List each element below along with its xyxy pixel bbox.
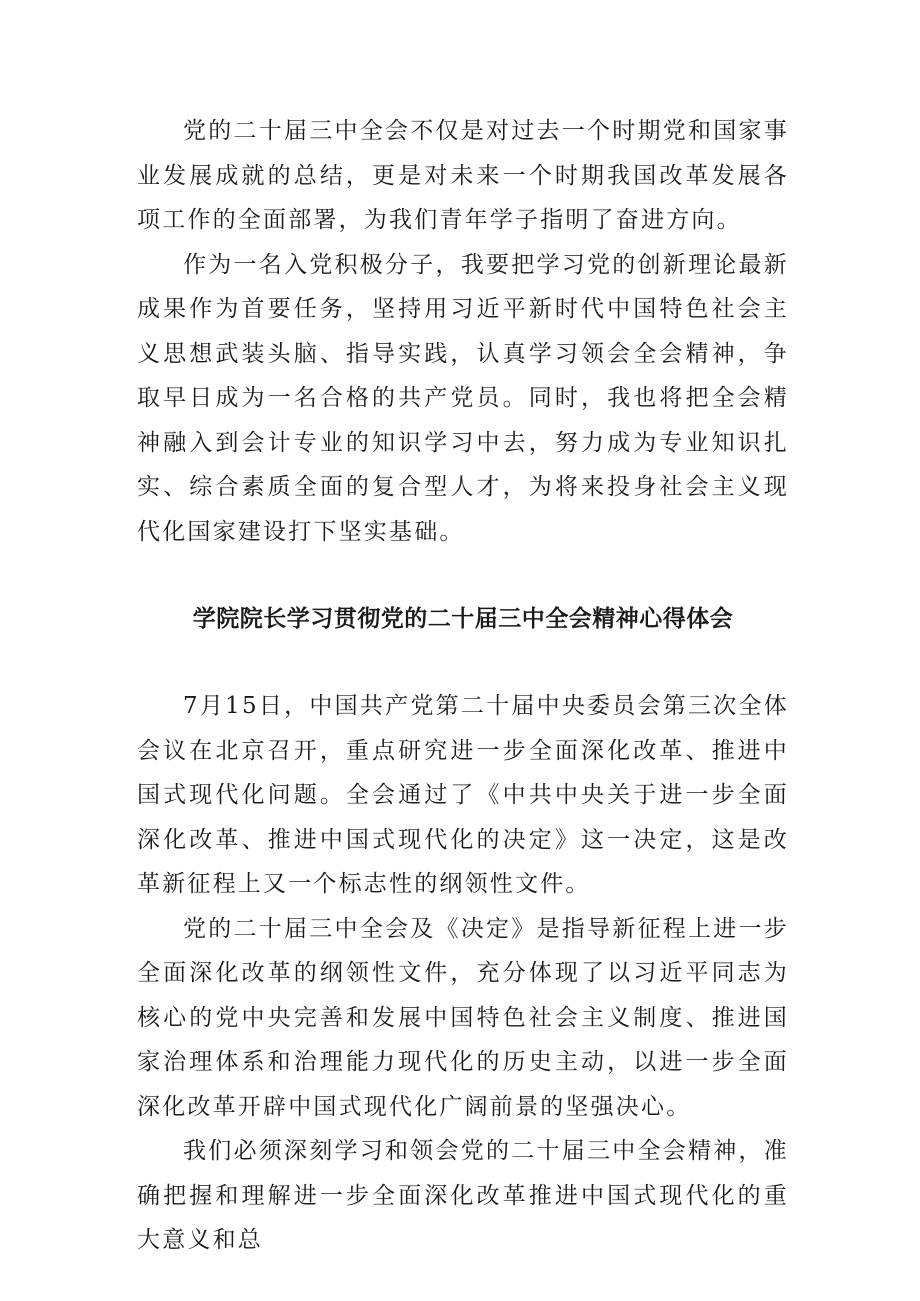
spacer [137,554,789,597]
paragraph-section2-2: 党的二十届三中全会及《决定》是指导新征程上进一步全面深化改革的纲领性文件，充分体现了以习近平同志为核心的党中央完善和发展中国特色社会主义制度、推进国家治理体系和治理能力现代化的历史主动，以进一步全面深化改革开辟中国式现代化广阔前景的坚强决心。 [137,915,789,1120]
spacer [137,641,789,684]
paragraph-part1-1: 党的二十届三中全会不仅是对过去一个时期党和国家事业发展成就的总结，更是对未来一个时期我国改革发展各项工作的全面部署，为我们青年学子指明了奋进方向。 [137,118,789,233]
document-body [137,109,789,1263]
paragraph-section2-1: 7月15日，中国共产党第二十届中央委员会第三次全体会议在北京召开，重点研究进一步全面深化改革、推进中国式现代化问题。全会通过了《中共中央关于进一步全面深化改革、推进中国式现代化的决定》这一决定，这是改革新征程上又一个标志性的纲领性文件。 [137,693,789,897]
section-title: 学院院长学习贯彻党的二十届三中全会精神心得体会 [192,606,734,632]
paragraph-part1-2: 作为一名入党积极分子，我要把学习党的创新理论最新成果作为首要任务，坚持用习近平新时代中国特色社会主义思想武装头脑、指导实践，认真学习领会全会精神，争取早日成为一名合格的共产党员。同时，我也将把全会精神融入到会计专业的知识学习中去，努力成为专业知识扎实、综合素质全面的复合型人才，为将来投身社会主义现代化国家建设打下坚实基础。 [137,251,789,545]
paragraph-section2-3: 我们必须深刻学习和领会党的二十届三中全会精神，准确把握和理解进一步全面深化改革推进中国式现代化的重大意义和总 [137,1138,789,1253]
